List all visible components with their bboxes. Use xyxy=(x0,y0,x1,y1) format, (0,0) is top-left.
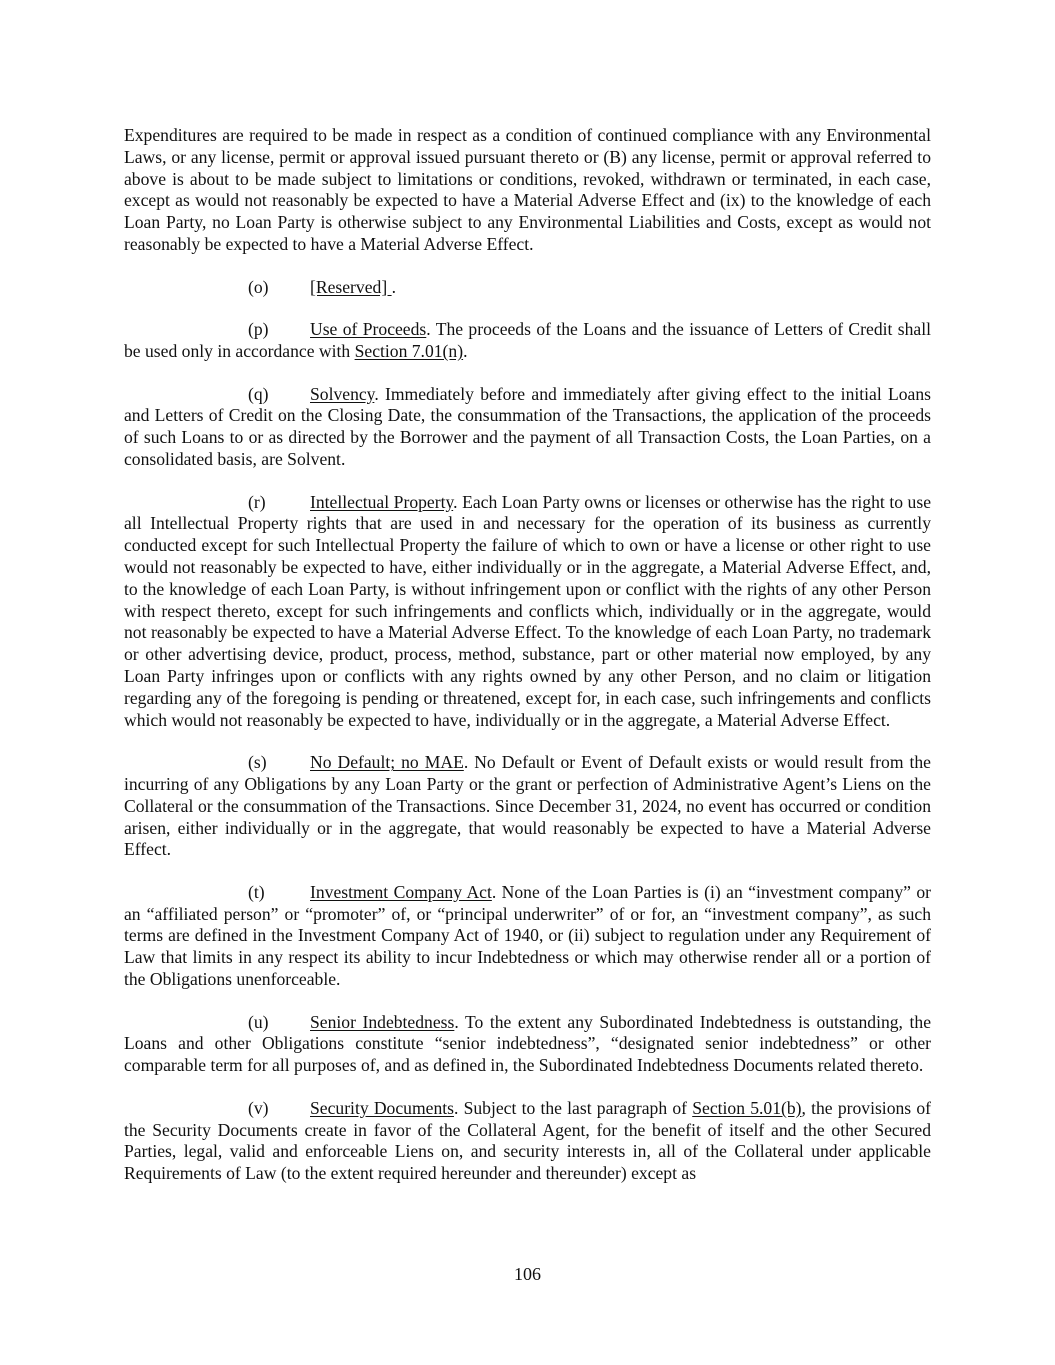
section-body: . None of the Loan Parties is (i) an “investment company” or an “affiliated person” or “promoter” of, or “principal underwriter” of or for, an “investment company”, as such terms are defined in the Investment Company Act of 1940, or (ii) subject to regulation under any Requirement of Law that limits in any respect its ability to incur Indebtedness or which may otherwise render all or a portion of the Obligations unenforceable. xyxy=(124,881,931,990)
section-tail: , the provisions of the Security Documents create in favor of the Collateral Agent, for the benefit of itself and the other Secured Parties, legal, valid and enforceable Liens on, and security interests in, all of the Collateral under applicable Requirements of Law (to the extent required hereunder and thereunder) except as xyxy=(124,1097,932,1184)
section-heading: Investment Company Act xyxy=(310,881,492,902)
section-heading: Senior Indebtedness xyxy=(310,1011,455,1032)
section-heading: No Default; no MAE xyxy=(310,752,464,773)
section-p xyxy=(124,319,931,363)
intro-paragraph: Expenditures are required to be made in respect as a condition of continued compliance with any Environmental Laws, or any license, permit or approval issued pursuant thereto or (B) any license, permit or approval referred to above is about to be made subject to limitations or conditions, revoked, withdrawn or terminated, in each case, except as would not reasonably be expected to have a Material Adverse Effect and (ix) to the knowledge of each Loan Party, no Loan Party is otherwise subject to any Environmental Liabilities and Costs, except as would not reasonably be expected to have a Material Adverse Effect. xyxy=(124,125,931,254)
section-q xyxy=(124,384,931,471)
section-t xyxy=(124,882,931,991)
section-heading: Use of Proceeds xyxy=(310,319,427,340)
section-body: . xyxy=(391,276,396,297)
section-label: (s) xyxy=(248,752,267,773)
section-label: (q) xyxy=(248,383,269,404)
section-reference: Section 5.01(b) xyxy=(692,1097,802,1118)
section-body: . Subject to the last paragraph of xyxy=(453,1097,693,1118)
document-body xyxy=(124,125,931,1206)
section-body: . To the extent any Subordinated Indebtedness is outstanding, the Loans and other Obligations constitute “senior indebtedness”, “designated senior indebtedness” or other comparable term for all purposes of, and as defined in, the Subordinated Indebtedness Documents related thereto. xyxy=(124,1011,932,1076)
section-tail: . xyxy=(463,340,468,361)
section-s xyxy=(124,752,931,861)
section-heading: [Reserved] xyxy=(310,276,392,297)
section-label: (t) xyxy=(248,881,265,902)
section-body: . Each Loan Party owns or licenses or otherwise has the right to use all Intellectual Property rights that are used in and necessary for the operation of its business as currently conducted except for such Intellectual Property the failure of which to own or have a license or other right to use would not reasonably be expected to have, either individually or in the aggregate, a Material Adverse Effect, and, to the knowledge of each Loan Party, is without infringement upon or conflict with the rights of any other Person with respect thereto, except for such infringements and conflicts which, individually or in the aggregate, would not reasonably be expected to have a Material Adverse Effect. To the knowledge of each Loan Party, no trademark or other advertising device, product, process, method, substance, part or other material now employed, by any Loan Party infringes upon or conflicts with any rights owned by any other Person, and no claim or litigation regarding any of the foregoing is pending or threatened, except for, in each case, such infringements and conflicts which would not reasonably be expected to have, individually or in the aggregate, a Material Adverse Effect. xyxy=(124,491,932,730)
section-o xyxy=(124,277,931,299)
section-u xyxy=(124,1012,931,1077)
section-r xyxy=(124,492,931,732)
section-body: . No Default or Event of Default exists or would result from the incurring of any Obligations by any Loan Party or the grant or perfection of Administrative Agent’s Liens on the Collateral or the consummation of the Transactions. Since December 31, 2024, no event has occurred or condition arisen, either individually or in the aggregate, that would reasonably be expected to have a Material Adverse Effect. xyxy=(124,752,931,860)
section-label: (r) xyxy=(248,491,266,512)
section-heading: Solvency xyxy=(310,383,375,404)
section-label: (v) xyxy=(248,1097,269,1118)
section-heading: Intellectual Property xyxy=(310,491,454,512)
section-heading: Security Documents xyxy=(310,1097,454,1118)
section-label: (o) xyxy=(248,276,269,297)
section-body: . Immediately before and immediately after giving effect to the initial Loans and Letters of Credit on the Closing Date, the consummation of the Transactions, the application of the proceeds of such Loans to or as directed by the Borrower and the payment of all Transaction Costs, the Loan Parties, on a consolidated basis, are Solvent. xyxy=(124,383,931,469)
section-label: (p) xyxy=(248,319,269,340)
section-label: (u) xyxy=(248,1011,269,1032)
section-v xyxy=(124,1098,931,1185)
page-number: 106 xyxy=(514,1264,541,1284)
section-reference: Section 7.01(n) xyxy=(354,340,464,361)
section-body: . The proceeds of the Loans and the issuance of Letters of Credit shall be used only in accordance with xyxy=(124,319,931,361)
